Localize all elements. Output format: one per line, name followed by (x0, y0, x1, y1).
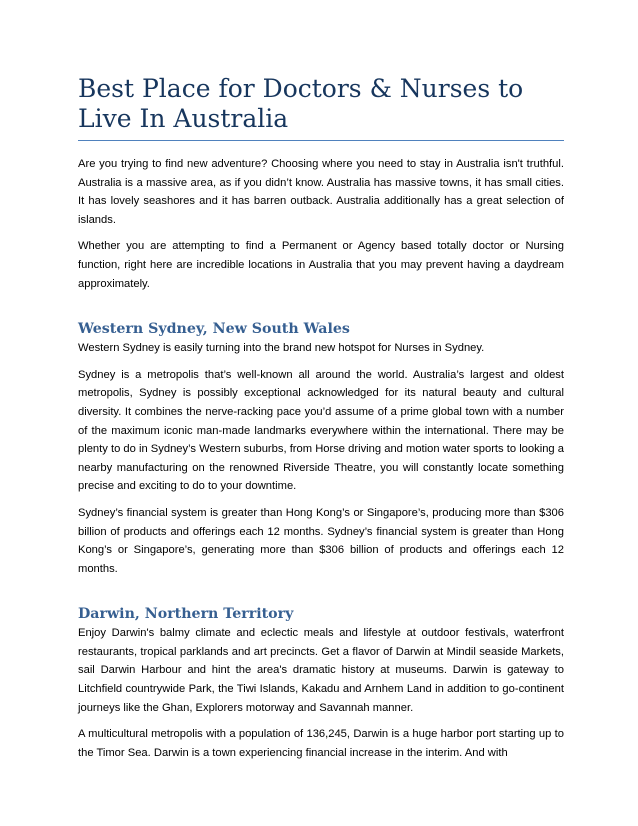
western-sydney-paragraph-3: Sydney’s financial system is greater than Hong Kong’s or Singapore’s, producing more than $306 billion of products and offerings each 12 months. Sydney’s financial system is greater than Hong Kong’s or Singapore’s, generating more than $306 billion of products and offerings each 12 months. (78, 506, 564, 575)
section-heading-darwin: Darwin, Northern Territory (78, 606, 294, 623)
darwin-paragraph-2: A multicultural metropolis with a population of 136,245, Darwin is a huge harbor port starting up to the Timor Sea. Darwin is a town experiencing financial increase in the interim. And with (78, 728, 564, 759)
intro-paragraph-2: Whether you are attempting to find a Permanent or Agency based totally doctor or Nursing function, right here are incredible locations in Australia that you may prevent having a daydream approximately. (78, 240, 564, 290)
western-sydney-paragraph-2: Sydney is a metropolis that’s well-known all around the world. Australia’s largest and oldest metropolis, Sydney is possibly exceptional acknowledged for its natural beauty and cultural diversity. It combines the nerve-racking pace you’d assume of a prime global town with a number of the maximum iconic man-made landmarks everywhere within the international. There may be plenty to do in Sydney’s Western suburbs, from Horse driving and motion water sports to looking a nearby manufacturing on the renowned Riverside Theatre, you will constantly locate something precise and exciting to do to your downtime. (78, 368, 564, 493)
western-sydney-paragraph-1: Western Sydney is easily turning into the brand new hotspot for Nurses in Sydney. (78, 342, 485, 355)
section-heading-western-sydney: Western Sydney, New South Wales (78, 321, 350, 338)
page-title: Best Place for Doctors & Nurses to Live In Australia (78, 74, 564, 141)
intro-paragraph-1: Are you trying to find new adventure? Choosing where you need to stay in Australia isn't truthful. Australia is a massive area, as if you didn’t know. Australia has massive towns, it has small cities. It has lovely seashores and it has barren outback. Australia additionally has a great selection of islands. (78, 158, 564, 226)
darwin-paragraph-1: Enjoy Darwin's balmy climate and eclectic meals and lifestyle at outdoor festivals, waterfront restaurants, tropical parklands and art precincts. Get a flavor of Darwin at Mindil seaside Markets, sail Darwin Harbour and hint the area's dramatic history at museums. Darwin is gateway to Litchfield countrywide Park, the Tiwi Islands, Kakadu and Arnhem Land in addition to go-continent journeys like the Ghan, Explorers motorway and Savannah manner. (78, 627, 564, 714)
